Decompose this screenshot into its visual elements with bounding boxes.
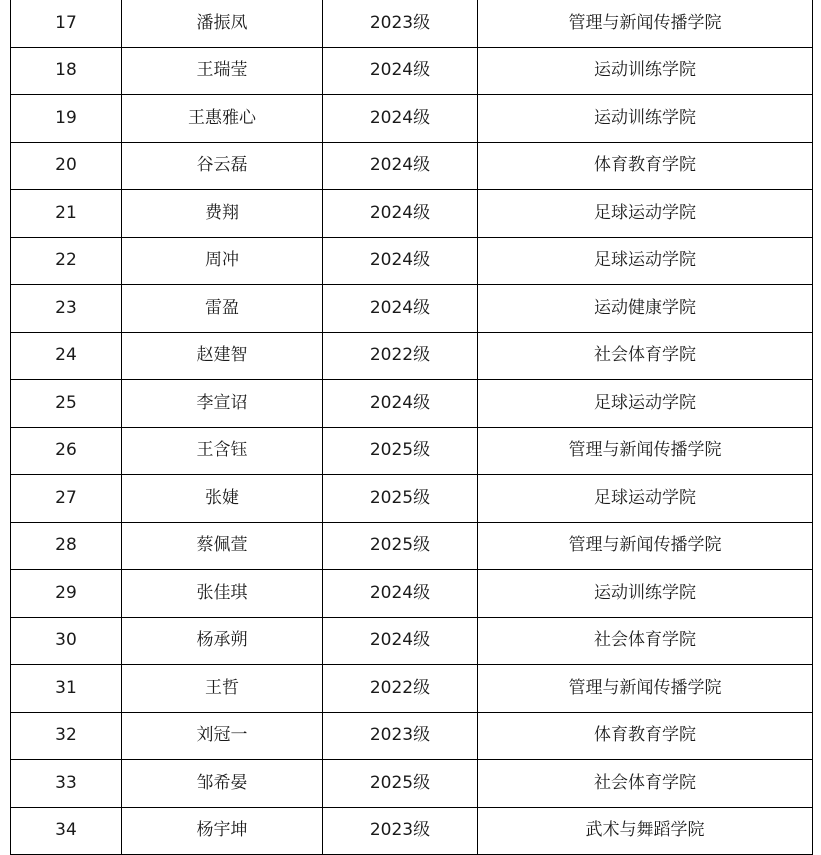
- grade-cell: 2024级: [323, 237, 478, 285]
- index-cell: 29: [11, 570, 122, 618]
- index-cell: 31: [11, 665, 122, 713]
- college-cell: 体育教育学院: [478, 712, 813, 760]
- index-cell: 21: [11, 190, 122, 238]
- table-row: [11, 617, 813, 665]
- grade-cell: 2024级: [323, 617, 478, 665]
- index-cell: 34: [11, 807, 122, 855]
- student-roster-table: [10, 0, 813, 855]
- index-cell: 25: [11, 380, 122, 428]
- name-cell: 张婕: [122, 475, 323, 523]
- college-cell: 管理与新闻传播学院: [478, 522, 813, 570]
- index-cell: 18: [11, 47, 122, 95]
- table-row: [11, 712, 813, 760]
- grade-cell: 2025级: [323, 522, 478, 570]
- college-cell: 管理与新闻传播学院: [478, 0, 813, 47]
- college-cell: 足球运动学院: [478, 237, 813, 285]
- grade-cell: 2022级: [323, 665, 478, 713]
- grade-cell: 2024级: [323, 95, 478, 143]
- grade-cell: 2024级: [323, 190, 478, 238]
- college-cell: 管理与新闻传播学院: [478, 665, 813, 713]
- college-cell: 足球运动学院: [478, 190, 813, 238]
- college-cell: 运动训练学院: [478, 570, 813, 618]
- name-cell: 周冲: [122, 237, 323, 285]
- grade-cell: 2023级: [323, 807, 478, 855]
- grade-cell: 2022级: [323, 332, 478, 380]
- grade-cell: 2023级: [323, 0, 478, 47]
- name-cell: 王含钰: [122, 427, 323, 475]
- table-row: [11, 285, 813, 333]
- college-cell: 体育教育学院: [478, 142, 813, 190]
- index-cell: 24: [11, 332, 122, 380]
- index-cell: 26: [11, 427, 122, 475]
- name-cell: 王瑞莹: [122, 47, 323, 95]
- name-cell: 潘振凤: [122, 0, 323, 47]
- grade-cell: 2024级: [323, 285, 478, 333]
- name-cell: 赵建智: [122, 332, 323, 380]
- table-row: [11, 0, 813, 47]
- index-cell: 32: [11, 712, 122, 760]
- roster-body: [11, 0, 813, 855]
- index-cell: 33: [11, 760, 122, 808]
- table-row: [11, 95, 813, 143]
- grade-cell: 2024级: [323, 47, 478, 95]
- name-cell: 雷盈: [122, 285, 323, 333]
- table-row: [11, 760, 813, 808]
- name-cell: 王惠雅心: [122, 95, 323, 143]
- name-cell: 杨承朔: [122, 617, 323, 665]
- index-cell: 20: [11, 142, 122, 190]
- grade-cell: 2024级: [323, 380, 478, 428]
- index-cell: 17: [11, 0, 122, 47]
- name-cell: 王哲: [122, 665, 323, 713]
- college-cell: 足球运动学院: [478, 475, 813, 523]
- grade-cell: 2025级: [323, 475, 478, 523]
- index-cell: 28: [11, 522, 122, 570]
- table-row: [11, 522, 813, 570]
- college-cell: 武术与舞蹈学院: [478, 807, 813, 855]
- table-row: [11, 47, 813, 95]
- table-row: [11, 332, 813, 380]
- table-row: [11, 427, 813, 475]
- table-row: [11, 570, 813, 618]
- grade-cell: 2024级: [323, 142, 478, 190]
- name-cell: 杨宇坤: [122, 807, 323, 855]
- grade-cell: 2025级: [323, 427, 478, 475]
- grade-cell: 2023级: [323, 712, 478, 760]
- college-cell: 运动健康学院: [478, 285, 813, 333]
- index-cell: 19: [11, 95, 122, 143]
- table-row: [11, 237, 813, 285]
- index-cell: 23: [11, 285, 122, 333]
- college-cell: 运动训练学院: [478, 47, 813, 95]
- table-row: [11, 807, 813, 855]
- name-cell: 蔡佩萱: [122, 522, 323, 570]
- index-cell: 27: [11, 475, 122, 523]
- index-cell: 30: [11, 617, 122, 665]
- index-cell: 22: [11, 237, 122, 285]
- college-cell: 社会体育学院: [478, 332, 813, 380]
- name-cell: 刘冠一: [122, 712, 323, 760]
- college-cell: 社会体育学院: [478, 760, 813, 808]
- table-row: [11, 665, 813, 713]
- name-cell: 谷云磊: [122, 142, 323, 190]
- table-row: [11, 190, 813, 238]
- college-cell: 足球运动学院: [478, 380, 813, 428]
- table-row: [11, 380, 813, 428]
- name-cell: 邹希晏: [122, 760, 323, 808]
- college-cell: 社会体育学院: [478, 617, 813, 665]
- grade-cell: 2024级: [323, 570, 478, 618]
- table-row: [11, 142, 813, 190]
- name-cell: 张佳琪: [122, 570, 323, 618]
- college-cell: 运动训练学院: [478, 95, 813, 143]
- college-cell: 管理与新闻传播学院: [478, 427, 813, 475]
- name-cell: 费翔: [122, 190, 323, 238]
- grade-cell: 2025级: [323, 760, 478, 808]
- name-cell: 李宣诏: [122, 380, 323, 428]
- table-row: [11, 475, 813, 523]
